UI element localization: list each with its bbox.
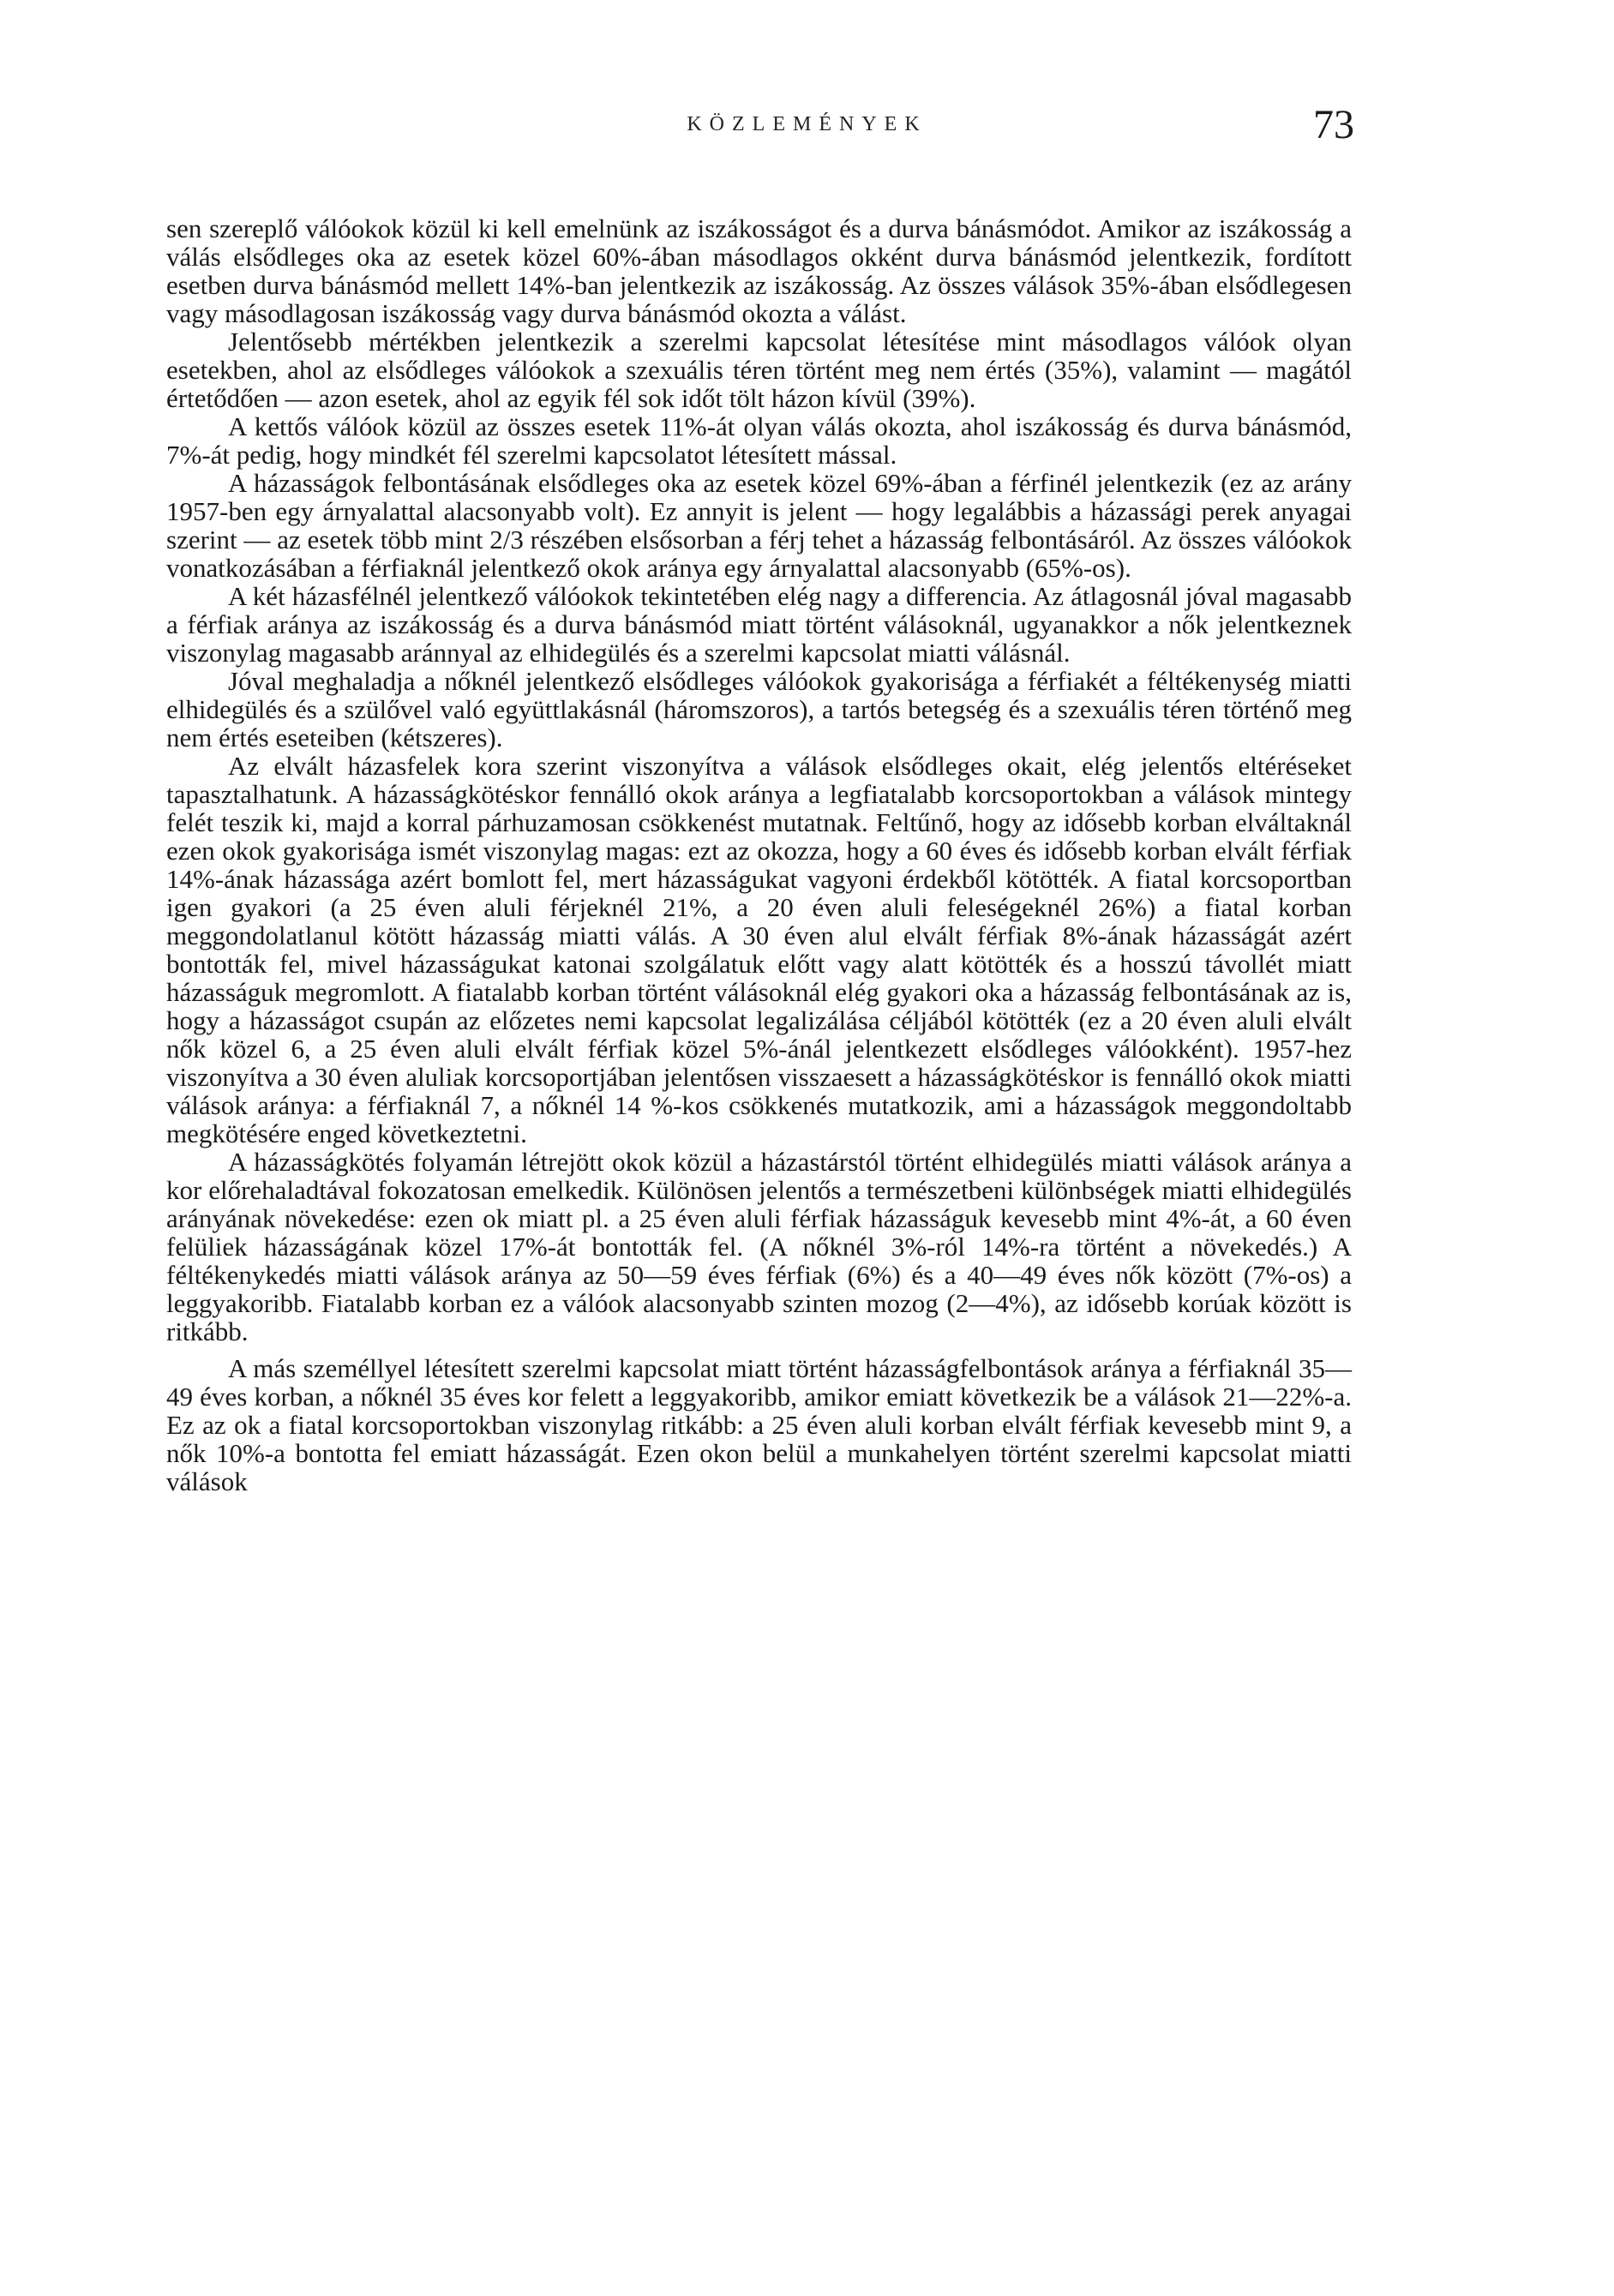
running-title: KÖZLEMÉNYEK — [687, 113, 927, 135]
paragraph: A kettős válóok közül az összes esetek 11%-át olyan válás okozta, ahol iszákosság és durva bánásmód, 7%-át pedig, hogy mindkét fél szerelmi kapcsolatot létesített mással. — [166, 411, 1352, 470]
paragraph: A más személlyel létesített szerelmi kapcsolat miatt történt házasságfelbontások aránya a férfiaknál 35—49 éves korban, a nőknél 35 éves kor felett a leggyakoribb, amikor emiatt következik be a válások 21—22%-a. Ez az ok a fiatal korcsoportokban viszonylag ritkább: a 25 éven aluli korban elvált férfiak kevesebb mint 9, a nők 10%-a bontotta fel emiatt házasságát. Ezen okon belül a munkahelyen történt szerelmi kapcsolat miatti válások — [166, 1353, 1352, 1496]
page-number: 73 — [1313, 102, 1354, 147]
paragraph: sen szereplő válóokok közül ki kell emelnünk az iszákosságot és a durva bánásmódot. Amikor az iszákosság a válás elsődleges oka az esetek közel 60%-ában másodlagos okként durva bánásmód jelentkezik, fordított esetben durva bánásmód mellett 14%-ban jelentkezik az iszákosság. Az összes válások 35%-ában elsődlegesen vagy másodlagosan iszákosság vagy durva bánásmód okozta a válást. — [166, 213, 1352, 328]
body-text — [166, 214, 1352, 1496]
paragraph: A házasságkötés folyamán létrejött okok közül a házastárstól történt elhidegülés miatti válások aránya a kor előrehaladtával fokozatosan emelkedik. Különösen jelentős a természetbeni különbségek miatti elhidegülés arányának növekedése: ezen ok miatt pl. a 25 éven aluli férfiak házasságuk kevesebb mint 4%-át, a 60 éven felüliek házasságának közel 17%-át bontották fel. (A nőknél 3%-ról 14%-ra történt a növekedés.) A féltékenykedés miatti válások aránya az 50—59 éves férfiak (6%) és a 40—49 éves nők között (7%-os) a leggyakoribb. Fiatalabb korban ez a válóok alacsonyabb szinten mozog (2—4%), az idősebb korúak között is ritkább. — [166, 1147, 1352, 1346]
paragraph: A házasságok felbontásának elsődleges oka az esetek közel 69%-ában a férfinél jelentkezik (ez az arány 1957-ben egy árnyalattal alacsonyabb volt). Ez annyit is jelent — hogy legalábbis a házassági perek anyagai szerint — az esetek több mint 2/3 részében elsősorban a férj tehet a házasság felbontásáról. Az összes válóokok vonatkozásában a férfiaknál jelentkező okok aránya egy árnyalattal alacsonyabb (65%-os). — [166, 468, 1352, 583]
running-head — [0, 101, 1614, 153]
paragraph: Jelentősebb mértékben jelentkezik a szerelmi kapcsolat létesítése mint másodlagos válóok olyan esetekben, ahol az elsődleges válóokok a szexuális téren történt meg nem értés (35%), valamint — magától értetődően — azon esetek, ahol az egyik fél sok időt tölt házon kívül (39%). — [166, 327, 1352, 413]
paragraph: Az elvált házasfelek kora szerint viszonyítva a válások elsődleges okait, elég jelentős eltéréseket tapasztalhatunk. A házasságkötéskor fennálló okok aránya a legfiatalabb korcsoportokban a válások mintegy felét teszik ki, majd a korral párhuzamosan csökkenést mutatnak. Feltűnő, hogy az idősebb korban elváltaknál ezen okok gyakorisága ismét viszonylag magas: ezt az okozza, hogy a 60 éves és idősebb korban elvált férfiak 14%-ának házassága azért bomlott fel, mert házasságukat vagyoni érdekből kötötték. A fiatal korcsoportban igen gyakori (a 25 éven aluli férjeknél 21%, a 20 éven aluli feleségeknél 26%) a fiatal korban meggondolatlanul kötött házasság miatti válás. A 30 éven alul elvált férfiak 8%-ának házasságát azért bontották fel, mivel házasságukat katonai szolgálatuk előtt vagy alatt kötötték és a hosszú távollét miatt házasságuk megromlott. A fiatalabb korban történt válásoknál elég gyakori oka a házasság felbontásának az is, hogy a házasságot csupán az előzetes nemi kapcsolat legalizálása céljából kötötték (ez a 20 éven aluli elvált nők közel 6, a 25 éven aluli elvált férfiak közel 5%-ánál jelentkezett elsődleges válóokként). 1957-hez viszonyítva a 30 éven aluliak korcsoportjában jelentősen visszaesett a házasságkötéskor is fennálló okok miatti válások aránya: a férfiaknál 7, a nőknél 14 %-kos csökkenés mutatkozik, ami a házasságok meggondoltabb megkötésére enged következtetni. — [166, 751, 1352, 1148]
paragraph: A két házasfélnél jelentkező válóokok tekintetében elég nagy a differencia. Az átlagosnál jóval magasabb a férfiak aránya az iszákosság és a durva bánásmód miatt történt válásoknál, ugyanakkor a nők jelentkeznek viszonylag magasabb aránnyal az elhidegülés és a szerelmi kapcsolat miatti válásnál. — [166, 581, 1352, 668]
paragraph: Jóval meghaladja a nőknél jelentkező elsődleges válóokok gyakorisága a férfiakét a féltékenység miatti elhidegülés és a szülővel való együttlakásnál (háromszoros), a tartós betegség és a szexuális téren történő meg nem értés eseteiben (kétszeres). — [166, 666, 1352, 752]
